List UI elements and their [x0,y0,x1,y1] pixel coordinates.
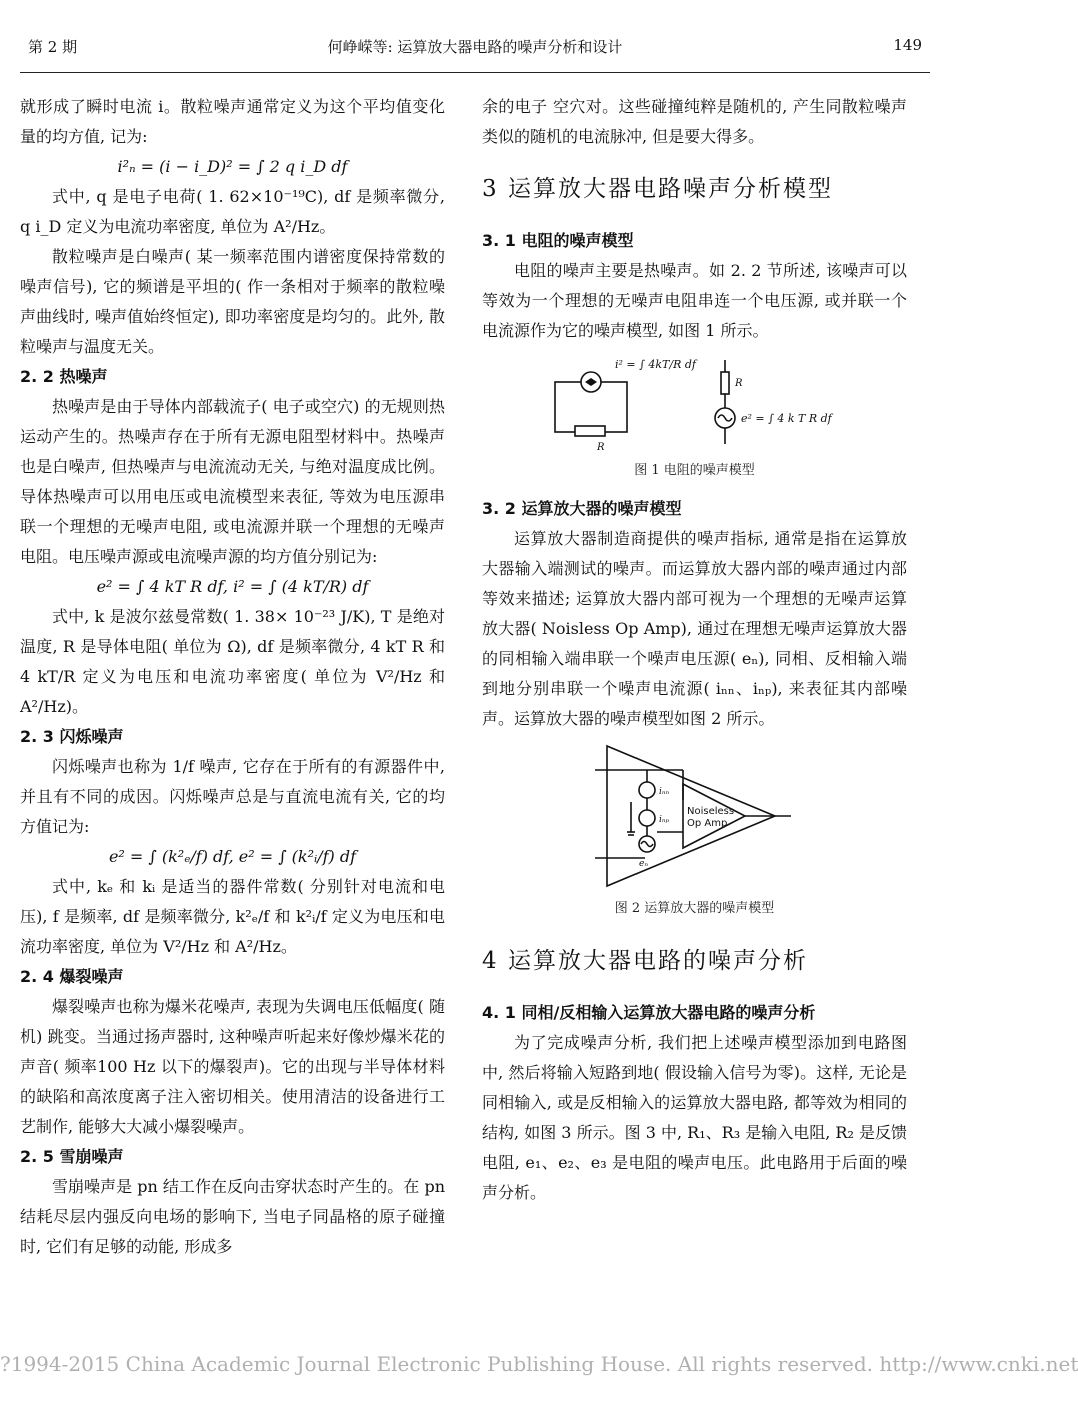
equation-shot-noise: i²ₙ = (i − i_D)² = ∫ 2 q i_D df [117,157,348,176]
paragraph: 式中, k 是波尔兹曼常数( 1. 38× 10⁻²³ J/K), T 是绝对温度, R 是导体电阻( 单位为 Ω), df 是频率微分, 4 kT R 和 4 kT/R 定义为电压和电流功率密度( 单位为 V²/Hz 和 A²/Hz)。 [20,607,445,716]
section-heading-4-1: 4. 1 同相/反相输入运算放大器电路的噪声分析 [482,1003,816,1022]
figure-1 [482,352,907,452]
right-column [482,92,907,1208]
header-rule [20,72,930,73]
running-title: 何峥嵘等: 运算放大器电路的噪声分析和设计 [327,38,623,56]
resistor-label: R [734,378,743,389]
section-heading-2-2: 2. 2 热噪声 [20,367,108,386]
paragraph: 为了完成噪声分析, 我们把上述噪声模型添加到电路图中, 然后将输入短路到地( 假设输入信号为零)。这样, 无论是同相输入, 或是反相输入的运算放大器电路, 都等效为相同的结构, 如图 3 所示。图 3 中, R₁、R₃ 是输入电阻, R₂ 是反馈电阻, e₁、e₂、e₃ 是电阻的噪声电压。此电路用于后面的噪声分析。 [482,1033,907,1202]
en-label: eₙ [638,859,648,869]
figure-2 [482,740,907,890]
paragraph: 式中, kₑ 和 kᵢ 是适当的器件常数( 分别针对电流和电压), f 是频率, df 是频率微分, k²ₑ/f 和 k²ᵢ/f 定义为电压和电流功率密度, 单位为 V²/Hz 和 A²/Hz。 [20,877,445,956]
paragraph: 热噪声是由于导体内部载流子( 电子或空穴) 的无规则热运动产生的。热噪声存在于所有无源电阻型材料中。热噪声也是白噪声, 但热噪声与电流流动无关, 与绝对温度成比例。导体热噪声可以用电压或电流模型来表征, 等效为电压源串联一个理想的无噪声电阻, 或电流源并联一个理想的无噪声电阻。电压噪声源或电流噪声源的均方值分别记为: [20,397,445,566]
copyright-watermark: ?1994-2015 China Academic Journal Electronic Publishing House. All rights reserved. http://www.cnki.net [0,1352,1078,1376]
equation-flicker-noise: e² = ∫ (k²ₑ/f) df, e² = ∫ (k²ᵢ/f) df [108,847,357,866]
section-heading-2-3: 2. 3 闪烁噪声 [20,727,124,746]
figure-2-caption: 图 2 运算放大器的噪声模型 [614,901,775,916]
paragraph: 散粒噪声是白噪声( 某一频率范围内谱密度保持常数的噪声信号), 它的频谱是平坦的( 作一条相对于频率的散粒噪声曲线时, 噪声值始终恒定), 即功率密度是均匀的。此外, 散粒噪声与温度无关。 [20,247,445,356]
paragraph: 就形成了瞬时电流 i。散粒噪声通常定义为这个平均值变化量的均方值, 记为: [20,97,445,146]
left-column [20,92,445,1262]
section-heading-3: 3 运算放大器电路噪声分析模型 [482,176,833,202]
op-amp-noise-model-diagram [595,740,795,890]
paragraph: 余的电子 空穴对。这些碰撞纯粹是随机的, 产生同散粒噪声类似的随机的电流脉冲, 但是要大得多。 [482,97,907,146]
equation-thermal-noise: e² = ∫ 4 kT R df, i² = ∫ (4 kT/R) df [96,577,369,596]
issue-number: 第 2 期 [28,38,78,56]
section-heading-2-5: 2. 5 雪崩噪声 [20,1147,124,1166]
paragraph: 式中, q 是电子电荷( 1. 62×10⁻¹⁹C), df 是频率微分, q i_D 定义为电流功率密度, 单位为 A²/Hz。 [20,187,445,236]
paragraph: 闪烁噪声也称为 1/f 噪声, 它存在于所有的有源器件中, 并且有不同的成因。闪烁噪声总是与直流电流有关, 它的均方值记为: [20,757,445,836]
noiseless-label: Noiseless [686,806,734,817]
op-amp-label: Op Amp [686,818,727,829]
figure-1-caption: 图 1 电阻的噪声模型 [634,463,755,478]
paragraph: 电阻的噪声主要是热噪声。如 2. 2 节所述, 该噪声可以等效为一个理想的无噪声电阻串连一个电压源, 或并联一个电流源作为它的噪声模型, 如图 1 所示。 [482,261,907,340]
section-heading-4: 4 运算放大器电路的噪声分析 [482,948,808,974]
paragraph: 运算放大器制造商提供的噪声指标, 通常是指在运算放大器输入端测试的噪声。而运算放大器内部的噪声通过内部等效来描述; 运算放大器内部可视为一个理想的无噪声运算放大器( Noisless Op Amp), 通过在理想无噪声运算放大器的同相输入端串联一个噪声电压源( eₙ), 同相、反相输入端到地分别串联一个噪声电流源( iₙₙ、iₙₚ), 来表征其内部噪声。运算放大器的噪声模型如图 2 所示。 [482,529,907,728]
section-heading-2-4: 2. 4 爆裂噪声 [20,967,124,986]
resistor-label: R [596,442,605,453]
paragraph: 爆裂噪声也称为爆米花噪声, 表现为失调电压低幅度( 随机) 跳变。当通过扬声器时, 这种噪声听起来好像炒爆米花的声音( 频率100 Hz 以下的爆裂声)。它的出现与半导体材料的缺陷和高浓度离子注入密切相关。使用清洁的设备进行工艺制作, 能够大大减小爆裂噪声。 [20,997,445,1136]
resistor-noise-model-diagram [545,352,845,452]
paragraph: 雪崩噪声是 pn 结工作在反向击穿状态时产生的。在 pn 结耗尽层内强反向电场的影响下, 当电子同晶格的原子碰撞时, 它们有足够的动能, 形成多 [20,1177,445,1256]
page-header [28,30,922,60]
page-number: 149 [893,36,922,54]
section-heading-3-1: 3. 1 电阻的噪声模型 [482,231,634,250]
inn-label: iₙₙ [658,787,669,797]
inp-label: iₙₚ [658,815,669,825]
voltage-noise-equation: e² = ∫ 4 k T R df [740,412,832,425]
current-noise-equation: i² = ∫ 4kT/R df [614,358,696,371]
section-heading-3-2: 3. 2 运算放大器的噪声模型 [482,499,682,518]
